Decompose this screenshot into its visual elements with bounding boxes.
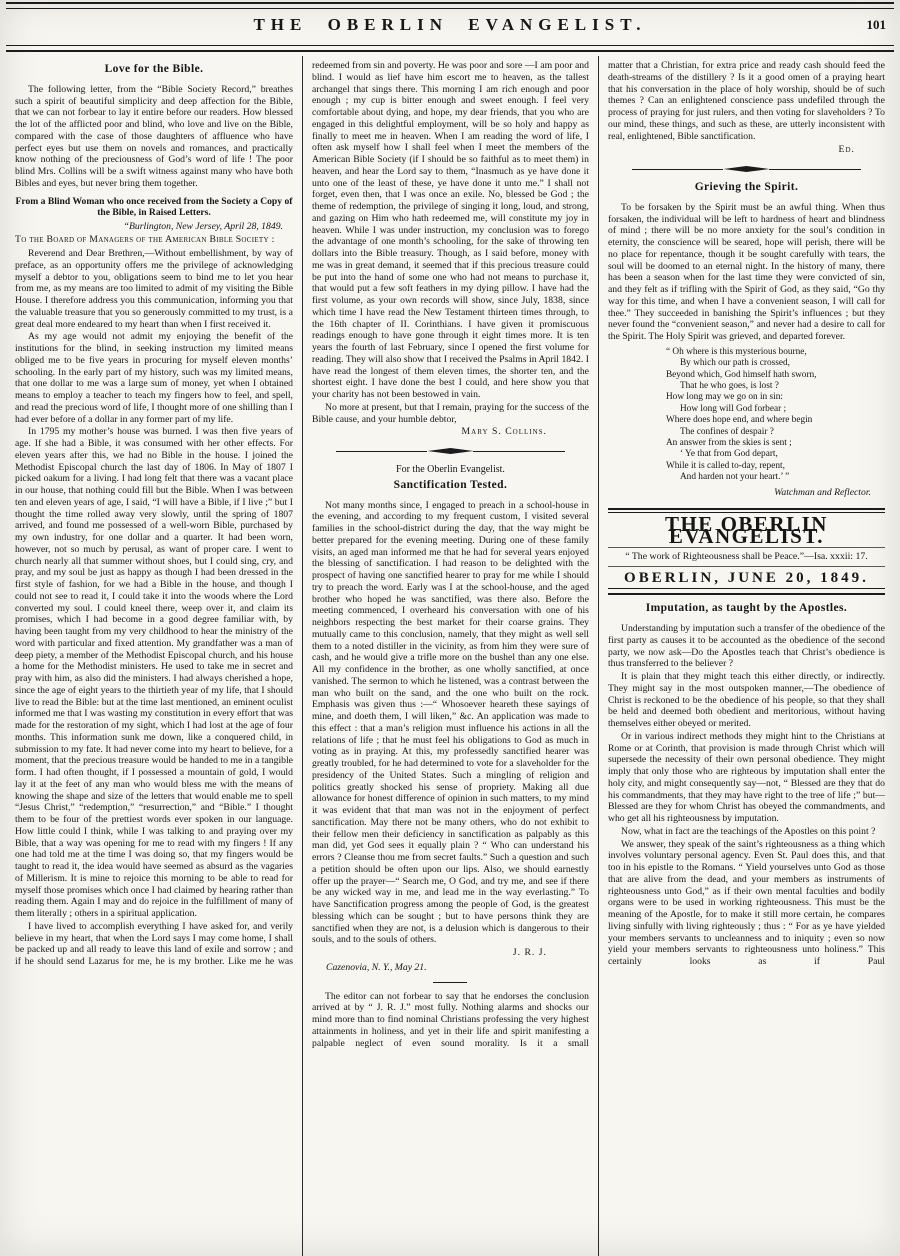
editor-signature: Ed. (838, 144, 855, 156)
column-1 (6, 56, 302, 1256)
letter-signature: Mary S. Collins. (461, 426, 547, 438)
short-divider-rule (433, 982, 467, 983)
header-rule (6, 45, 894, 52)
paragraph: Now, what in fact are the teachings of the Apostles on this point ? (620, 825, 876, 837)
masthead-rule (608, 566, 885, 567)
place-dateline: Cazenovia, N. Y., May 21. (325, 961, 427, 973)
article-title-sanctification-tested: Sanctification Tested. (393, 478, 508, 491)
poem-line: “ Oh where is this mysterious bourne, (665, 346, 807, 357)
poem-line: The confines of despair ? (679, 426, 774, 437)
poem-line: And harden not your heart.’ ” (679, 472, 790, 483)
divider-diamond-icon (723, 166, 769, 172)
top-border-rule (6, 2, 894, 9)
paragraph: It is plain that they might teach this either directly, or indirectly. They might say in the most outspoken manner,—The obedience of Christ is reckoned to be the obedience of his people, so that they shall be held and deemed both obedient and meritorious, without having themselves either obeyed or merited. (607, 671, 885, 730)
for-the-oberlin-evangelist-line: For the Oberlin Evangelist. (396, 464, 505, 475)
paragraph: Reverend and Dear Brethren,—Without embellishment, by way of preface, as an opportunity offers me the privilege of acknowledging myself a debtor to you, obligations seem to bind me to let you hear from me, as my means are too limited to admit of my visiting the Bible House. I therefore address you this communication, informing you that the valuable treasure that you so generously committed to my trust, is a great deal more endeared to my heart than when I first received it. (15, 248, 293, 330)
masthead-issue-line: OBERLIN, JUNE 20, 1849. (624, 569, 869, 586)
paragraph: To be forsaken by the Spirit must be an awful thing. When thus forsaken, the individual will be left to hardness of heart and blindness of mind ; there will be no more anxiety for the soul’s condition in eternity, the conscience will be seared, hope will perish, there will be no place for repentance, though it be sought carefully with tears, the soul will be doomed to an eternal night. In the history of many, there has been a season when for the last time they were convicted of sin, and they felt as if trifling with the Spirit of God, as they said, “Go thy way for this time, and when I have a convenient season, I will call for thee.” They succeeded in banishing the Spirit’s influences ; but they never found the “convenient season,” and never had a desire to call for the Spirit. The Holy Spirit was grieved, and departed forever. (607, 201, 885, 342)
article-title-love-for-the-bible: Love for the Bible. (104, 63, 204, 75)
letter-subhead: From a Blind Woman who once received from the Society a Copy of the Bible, in Raised Letters. (15, 195, 293, 218)
column-3 (598, 56, 894, 1256)
masthead-title: THE OBERLIN EVANGELIST. (664, 512, 828, 549)
paragraph: redeemed from sin and poverty. He was poor and sore —I am poor and blind. I would as lief have him escort me to heaven, as the tallest archangel that sings there. This morning I am rich enough and poor enough ; my cup is bitter enough and sweet enough. I feel very comfortable about dying, and hope, my dear friends, that you who are engaged in this delightful employment, will be so holy and happy as finally to meet me in heaven. When I am reading the word of life, I often ask myself how I shall feel when I meet the members of the American Bible Society (if I should be so faithful as to meet them) in heaven, and hear the Lord say to them, “Inasmuch as ye have done it unto one of the least of these, ye have done it unto me.” I shall not forget, even then, that I was once an exile. No, blessed be God ; the theme of redemption, the privilege of singing it long, loud, and strong, and gazing on Him who hath redeemed me, will constitute my joy in heaven. While I was under instruction, my conclusion was to forego the advantage of one month’s schooling, for the sake of throwing ten dollars into the Bible treasury. Though, as I said before, money with me was in great demand, it seemed that if this precious treasure could be put into the hand of some one who had not means to purchase it, that would put a few soft feathers in my dying pillow. I have had the first volume, as your own records will show, since July, 1838, since which time I have read the New Testament thirteen times through, to the 16th chapter of II. Corinthians. I have given it promiscuous readings enough to have gone through it eight times more. It is ten years the fourth of last February, since I opened the first volume for reading. They will also show that I received the Psalms in April 1842. I have read the longest of them eleven times, the shorter ten, and the shortest eight. I have done the best I could, and here show you that your charity has not been bestowed in vain. (311, 60, 589, 400)
masthead-bottom-rule (608, 588, 885, 595)
poem-line: An answer from the skies is sent ; (665, 438, 792, 448)
poem-line: Beyond which, God himself hath sworn, (665, 369, 817, 380)
editorial-note: The editor can not forbear to say that he endorses the conclusion arrived at by “ J. R. J.” most fully. Nothing alarms and shocks our mind more than to find nominal Christians professing the very highest attainments in holiness, and yet in their life and spirit manifesting a palpable neglect of even sound morality. Is it a small (311, 990, 589, 1049)
poem-line: How long will God forbear ; (679, 403, 787, 414)
poem (666, 347, 885, 484)
page-number: 101 (866, 17, 886, 32)
section-divider (632, 166, 861, 172)
poem-line: Where does hope end, and where begin (665, 415, 813, 426)
poem-line: ‘ Ye that from God depart, (679, 449, 778, 460)
paragraph: The following letter, from the “Bible Society Record,” breathes such a spirit of beautiful simplicity and deep affection for the Bible, that we can not forbear to lay it entire before our readers. How blessed the lot of the afflicted poor and blind, who love and live on the Bible, compared with the case of those daughters of affluence who have perfect eyes but use them on novels and romances, and practically know nothing of the preciousness of God’s word of life ! The poor blind Mrs. Collins will be a swift witness against many who have both Bibles and eyes, but never bring them together. (15, 83, 293, 189)
columns-container (6, 56, 894, 1256)
paragraph: We answer, they speak of the saint’s righteousness as a thing which involves voluntary personal agency. Even St. Paul does this, and that too in his epistle to the Romans. “ Yield yourselves unto God as those that are alive from the dead, and your members as instruments of righteousness unto God,” as if their own mental faculties and bodily organs were to be used in working righteousness. This must be the meaning of the Apostle, for to make it still more certain, he compares living sinfully with living righteously ; thus : “ For as ye have yielded your members servants to uncleanness and to iniquity ; even so now yield your members servants to righteousness unto holiness.” This certainly looks as if Paul (607, 838, 885, 968)
poem-attribution: Watchman and Reflector. (774, 486, 871, 498)
article-title-imputation: Imputation, as taught by the Apostles. (645, 602, 848, 615)
page-title: THE OBERLIN EVANGELIST. (253, 15, 647, 34)
section-divider (336, 448, 565, 454)
divider-diamond-icon (427, 448, 473, 454)
poem-line: That he who goes, is lost ? (679, 380, 779, 391)
column-2 (302, 56, 598, 1256)
poem-line: While it is called to-day, repent, (665, 460, 785, 471)
paragraph: As my age would not admit my enjoying the benefit of the institutions for the blind, in seeking instruction my limited means obliged me to be five years in procuring for myself eleven months’ schooling. In the early part of my history, such was my limited means, that one dollar to me was a large sum of money, yet when I obtained means to employ a teacher to teach my fingers how to feel, and spell, and read the precious word of life, I thought more of one shilling than I had ever before of a dollar in any former part of my life. (15, 331, 293, 425)
poem-line: By which our path is crossed, (679, 358, 790, 369)
masthead-motto: “ The work of Righteousness shall be Peace.”—Isa. xxxii: 17. (625, 550, 868, 562)
poem-line: How long may we go on in sin: (665, 392, 783, 403)
page-header (6, 9, 894, 43)
letter-salutation: To the Board of Managers of the American Bible Society : (15, 234, 275, 246)
paragraph: Not many months since, I engaged to preach in a school-house in the evening, and according to my frequent custom, I visited several families in the school-district during the day, that the way might be better prepared for the evening meeting. During one of these family visits, an aged man informed me that he had for several years enjoyed the blessing of sanctification. I had reason to be delighted with the prospect of having one sanctified hearer to pray for me while I should try to preach the word. Early was I at the school-house, and the aged brother who hoped he was sanctified, was there also. Before the meeting commenced, I overheard his conversation with one of his neighbors respecting the best market for their coarse grains. They mutually came to this conclusion, namely, that they might as well sell them to a noted distiller in the vicinity, as from him they were sure of cash, and he would give a trifle more on the bushel than any one else. All my confidence in the brother, as one wholly sanctified, at once vanished. The sermon to which he listened, was a contrast between the man who built on the sand, and the one who built on the rock. Emphasis was given thus :—“ Whosoever heareth these sayings of mine, and doeth them, I will liken,” &c. An application was made to this effect : that a man’s religion must influence his actions in all the relations of life ; that he must feel his obligations to God as much in voting as in praying. At this, my professedly sanctified hearer was greatly troubled, for he had determined to vote for a slaveholder for the presidency of the United States. Such a mingling of religion and politics greatly shocked his sense of propriety. Making all due allowance for honest difference of opinion in such matters, to my mind it was evident that that man was not in the enjoyment of perfect sanctification. May there not be many others, who do not exhibit to their fellow men their deficiency in sanctification as palpably as this man did, yet God sees it equally plain ? “ Who can understand his errors ? Cleanse thou me from secret faults.” Such a question and such a petition should be often upon our lips. Also, we should earnestly offer up the prayer—“ Search me, O God, and try me, and see if there be any wicked way in me, and lead me in the way everlasting.” To have Sanctification progress among the people of God, is the greatest blessing which can be sought ; but to have persons think they are sanctified when they are not, is a delusion which is dangerous to their souls, and to the souls of others. (311, 499, 589, 946)
paragraph: In 1795 my mother’s house was burned. I was then five years of age. If she had a Bible, it was consumed with her other effects. For eleven years after this, we had no Bible in the house. I joined the Methodist Episcopal church the last day of 1806. In May of 1807 I picked oakum for a living. I had long felt that there was a vacant place in our house, that nothing could fill but the Bible. When I was between ten and eleven years of age, I said, “I will have a Bible, if I live ;” but I thought the time rolled away very slowly, until the spring of 1807 arrived, and found me possessed of a well-worn Bible, purchased by my own industry, for one dollar and a quarter. It had been worn, however, not so much by perusal, as want of proper care. I went to church nearly all that summer without shoes, but I could sing, cry, and pray, and my soul be just as happy as though I had been dressed in the first style of fashion, for we had a Bible in the house, and though I could not see to read it, I could take it into the woods where the Lord converted my soul. I could kneel there, weep over it, and claim its promises, which I had become in a good degree familiar with, by having been taught from my very childhood to hear the ministry of the word with particular and fixed attention. My grandfather was a man of deep piety, a member of the Methodist Episcopal church, and his house a home for the Methodist ministers. He used to take me in secret and pray with him, as also did the ministers. I had always cherished a hope, since the age of eight years to the thirtieth year of my life, that I should live to read the Bible: but at the time last mentioned, an eminent oculist informed me that I was wasting my constitution in every effort that was made for the restoration of my sight, which I had lost at the age of four months. This information sunk me down, like a conquered child, in submission to my fate. It had never come into my heart to believe, for a moment, that the precious treasure would be handed to me in a tangible form. I had often thought, if I possessed a mountain of gold, I would lay it at the feet of any man who would bless me with the means of knowing the shape and size of the letters that would enable me to spell “Jesus Christ,” “redemption,” “resurrection,” and “Bible.” I thought them to be four of the prettiest words ever spoken in our language. How little could I think, while I was talking to and praying over my Bible, that a way was opening for me to read with my fingers ! If any one had told me at the time I was doing so, that my fingers would be taught to read it, the idea would have seemed as absurd as the vagaries of Millerism. It is mine to rejoice this morning to be able to read for myself those promises which once I had claimed by hearing rather than reading them. Again I may and do rejoice in the fulfillment of many of them literally ; others in a spiritual application. (15, 426, 293, 919)
article-title-grieving-the-spirit: Grieving the Spirit. (694, 181, 799, 193)
paragraph: No more at present, but that I remain, praying for the success of the Bible cause, and your humble debtor, (311, 401, 589, 425)
paragraph: Understanding by imputation such a transfer of the obedience of the first party as causes it to be accounted as the obedience of the second party, we now ask—Do the Apostles teach that Christ’s obedience is thus transferred to the believer ? (607, 623, 885, 670)
paragraph: Or in various indirect methods they might hint to the Christians at Rome or at Corinth, that provision is made through Christ which will supersede the necessity of their own personal obedience. They might imply that only those who are righteous by imputation shall enter the holy city, and might consequently say—not, “ Blessed are they that do his commandments, that they may have right to the tree of life ;” but—Blessed are they for whom Christ has obeyed the commandments, and who get all his righteousness by imputation. (607, 730, 885, 825)
letter-dateline: “Burlington, New Jersey, April 28, 1849. (123, 220, 283, 232)
paragraph: matter that a Christian, for extra price and ready cash should feed the death-streams of the distillery ? Is it a good omen of a praying heart that his conversation in the place of holy worship, should be of such themes ? Can an enlightened conscience pass undefiled through the process of praying for just rulers, and then voting for slaveholders ? To our mind, these things, and such as these, are utterly inconsistent with real, enlightened, Bible sanctification. (607, 60, 885, 142)
author-initials: J. R. J. (512, 947, 547, 958)
paragraph: I have lived to accomplish everything I have asked for, and verily believe in my heart, that when the Lord says I may come home, I shall be packed up and all ready to leave this land of exile and sorrow ; and if he should send Lazarus for me, he is my brother. Like me he was (15, 920, 293, 967)
